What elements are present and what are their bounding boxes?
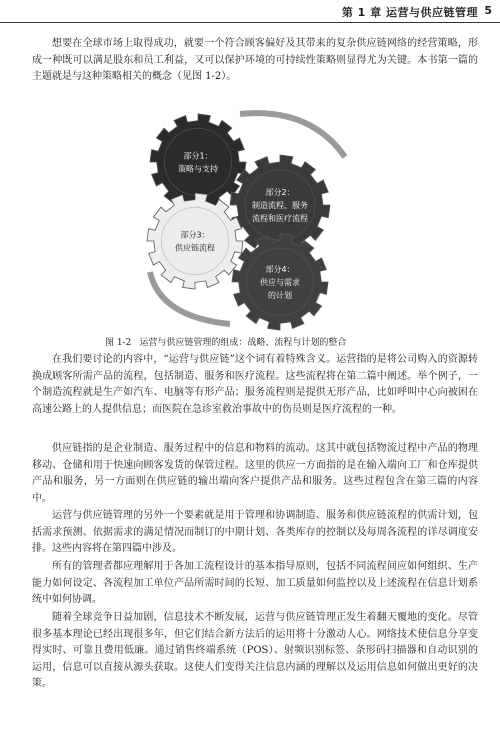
gear-supply-chain-label: 部分3： [180, 230, 210, 240]
figure-caption [105, 335, 405, 348]
gear-planning [232, 234, 328, 330]
paragraph-planning: 运营与供应链管理的另外一个要素就是用于管理和协调制造、服务和供应链流程的供需计划，包括需求预测、依据需求的满足情况而制订的中期计划、各类库存的控制以及每周各流程的详尽调度安排。这些内容将在第四篇中涉及。 [32, 510, 478, 554]
arrow-top [240, 113, 345, 157]
gear-strategy-label: 策略与支持 [178, 164, 218, 174]
gear-planning-label: 的计划 [268, 291, 292, 300]
gear-supply-chain-label: 供应链流程 [175, 243, 215, 253]
paragraph-principles: 所有的管理者都应理解用于各加工流程设计的基本指导原则，包括不同流程间应如何组织、生产能力如何设定、各流程加工单位产品所需时间的长短、加工质量如何监控以及上述流程在信息计划系统中如何协调。 [32, 561, 478, 605]
paragraph-supply-chain: 供应链指的是企业制造、服务过程中的信息和物料的流动。这其中就包括物流过程中产品的物理移动、仓储和用于快速向顾客发货的保管过程。这里的供应一方面指的是在输入端向工厂和仓库提供产品和服务，另一方面则在供应链的输出端向客户提供产品和服务。这些过程包含在第三篇的内容中。 [32, 443, 478, 504]
chapter-title: 第 1 章 运营与供应链管理 [341, 6, 478, 19]
gear-planning-label: 供应与需求 [260, 278, 300, 287]
figure-caption-text: 运营与供应链管理的组成：战略、流程与计划的整合 [139, 338, 347, 348]
gear-processes-label: 部分2： [265, 188, 295, 197]
paragraph-technology: 随着全球竞争日益加剧，信息技术不断发展，运营与供应链管理正发生着翻天覆地的变化。尽管很多基本理论已经出现很多年，但它们结合新方法后的运用将十分激动人心。网络技术使信息分享变得实时、可靠且费用低廉。通过销售终端系统（POS）、射频识别标签、条形码扫描器和自动识别的运用，信息可以直接从源头获取。这使人们变得关注信息内涵的理解以及运用信息如何做出更好的决策。 [32, 612, 478, 689]
gear-strategy-label: 部分1： [183, 151, 213, 161]
gear-processes-label: 制造流程、服务 [252, 201, 308, 210]
gear-processes-label: 流程和医疗流程 [252, 214, 308, 223]
paragraph-intro: 想要在全球市场上取得成功，就要一个符合顾客偏好及其带来的复杂供应链网络的经营策略，形成一种既可以满足股东和员工利益，又可以保护环境的可持续性策略则显得尤为关键。本书第一篇的主题就是与这种策略相关的概念（见图 1-2）。 [32, 38, 478, 82]
figure-number: 图 1-2 [105, 338, 132, 348]
running-header [0, 0, 500, 23]
page-number: 5 [484, 4, 492, 17]
gear-supply-chain [147, 193, 243, 289]
gear-planning-label: 部分4： [265, 265, 295, 274]
gear-figure [90, 102, 410, 332]
paragraph-operations: 在我们要讨论的内容中，“运营与供应链”这个词有着特殊含义。运营指的是将公司购入的资源转换成顾客所需产品的流程，包括制造、服务和医疗流程。这些流程将在第二篇中阐述。举个例子，一个制造流程就是生产如汽车、电脑等有形产品；服务流程则是提供无形产品，比如呼叫中心向被困在高速公路上的人提供信息；而医院在急诊室救治事故中的伤员则是医疗流程的一种。 [32, 354, 478, 415]
